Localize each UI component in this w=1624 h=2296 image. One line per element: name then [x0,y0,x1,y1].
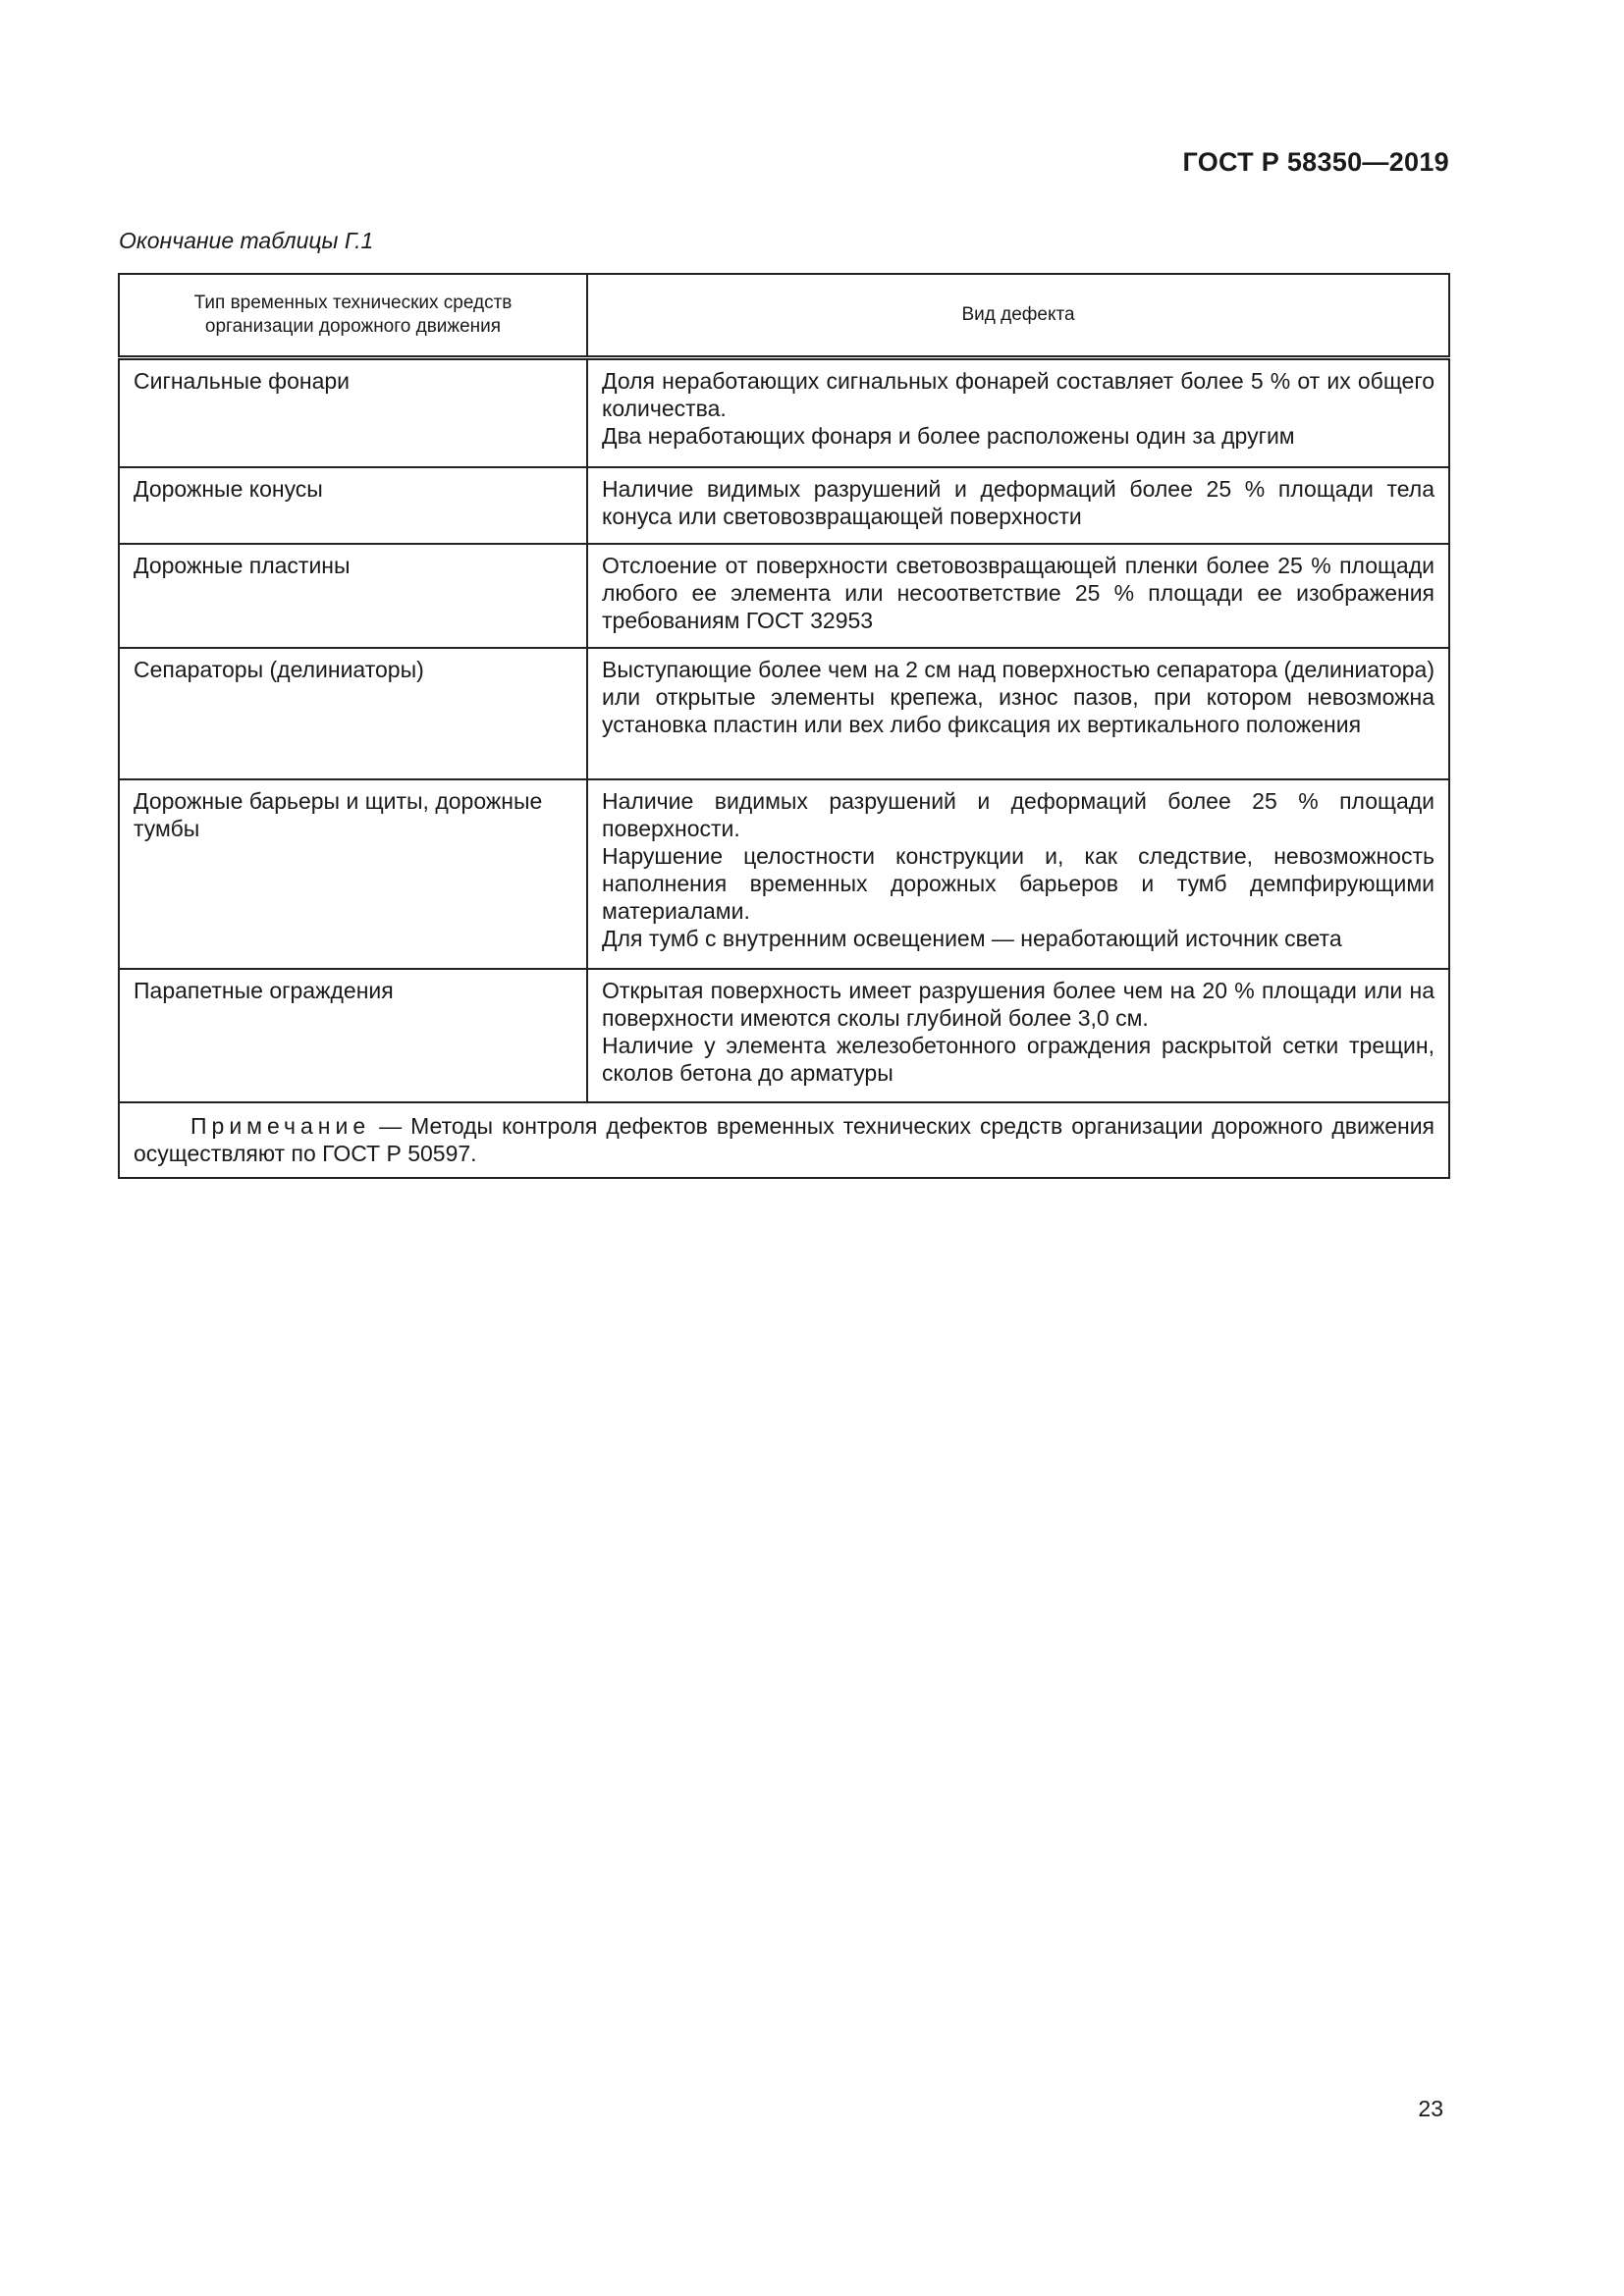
defects-table [118,273,1450,1179]
defect-line: Выступающие более чем на 2 см над поверхностью сепаратора (делиниатора) или открытые элементы крепежа, износ пазов, при котором невозможна установка пластин или вех либо фиксация их вертикального положения [602,656,1435,737]
note-text: — Методы контроля дефектов временных технических средств организации дорожного движения осуществляют по ГОСТ Р 50597. [134,1112,1435,1166]
defect-cell [587,648,1449,779]
table-row [119,969,1449,1102]
equipment-type-cell: Дорожные конусы [119,467,587,544]
table-header [119,274,1449,358]
column-header-type: Тип временных технических средств организации дорожного движения [119,274,587,358]
header-row [119,274,1449,358]
note-label: Примечание [190,1112,371,1139]
defect-line: Наличие у элемента железобетонного ограждения раскрытой сетки трещин, сколов бетона до арматуры [602,1032,1435,1086]
table-row [119,544,1449,648]
defect-cell [587,969,1449,1102]
equipment-type-cell: Сепараторы (делиниаторы) [119,648,587,779]
defect-cell [587,544,1449,648]
defect-line: Наличие видимых разрушений и деформаций более 25 % площади поверхности. [602,787,1435,841]
table-body [119,358,1449,1178]
equipment-type-cell: Сигнальные фонари [119,358,587,467]
table-caption: Окончание таблицы Г.1 [119,228,374,253]
defect-cell [587,467,1449,544]
defect-line: Наличие видимых разрушений и деформаций более 25 % площади тела конуса или световозвращающей поверхности [602,475,1435,529]
equipment-type-cell: Дорожные барьеры и щиты, дорожные тумбы [119,779,587,969]
table-note [119,1102,1449,1178]
defect-cell [587,779,1449,969]
column-header-defect: Вид дефекта [587,274,1449,358]
table-row [119,467,1449,544]
table-row [119,648,1449,779]
defect-cell [587,358,1449,467]
defect-line: Открытая поверхность имеет разрушения более чем на 20 % площади или на поверхности имеются сколы глубиной более 3,0 см. [602,977,1435,1031]
note-row [119,1102,1449,1178]
page-number: 23 [1418,2096,1443,2121]
equipment-type-cell: Дорожные пластины [119,544,587,648]
defect-line: Два неработающих фонаря и более расположены один за другим [602,423,1295,449]
document-standard-number: ГОСТ Р 58350—2019 [1182,147,1449,177]
defect-line: Доля неработающих сигнальных фонарей составляет более 5 % от их общего количества. [602,368,1435,421]
table-row [119,358,1449,467]
table-row [119,779,1449,969]
defect-line: Нарушение целостности конструкции и, как следствие, невозможность наполнения временных дорожных барьеров и тумб демпфирующими материалами. [602,842,1435,924]
defect-line: Для тумб с внутренним освещением — неработающий источник света [602,925,1342,951]
equipment-type-cell: Парапетные ограждения [119,969,587,1102]
defect-line: Отслоение от поверхности световозвращающей пленки более 25 % площади любого ее элемента или несоответствие 25 % площади ее изображения требованиям ГОСТ 32953 [602,552,1435,633]
